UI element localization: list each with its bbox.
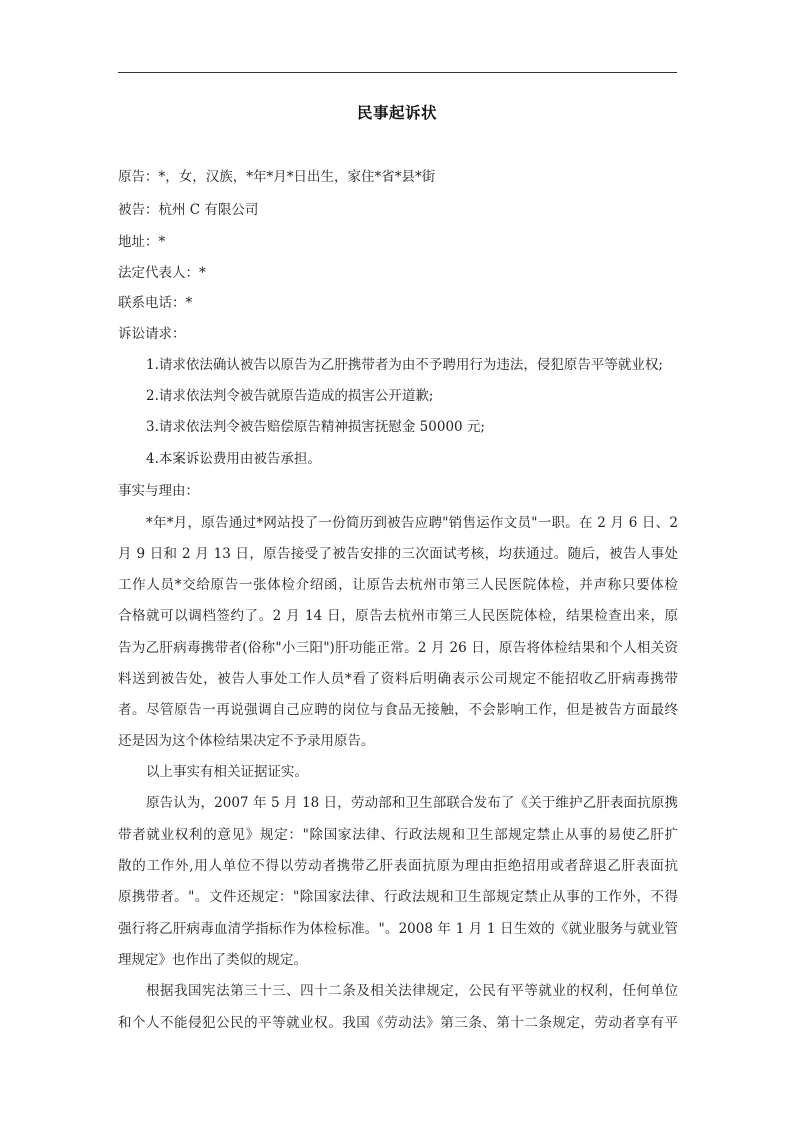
document-title: 民事起诉状: [356, 103, 437, 122]
facts-heading: 事实与理由：: [118, 483, 199, 499]
body-line: 原告认为，2007 年 5 月 18 日，劳动部和卫生部联合发布了《关于维护乙肝表面抗原携: [146, 795, 678, 811]
defendant-line: 被告：杭州 C 有限公司: [118, 202, 259, 218]
claim-item: 1.请求依法确认被告以原告为乙肝携带者为由不予聘用行为违法，侵犯原告平等就业权;: [146, 357, 663, 373]
claim-item: 4.本案诉讼费用由被告承担。: [146, 451, 321, 467]
body-line: 根据我国宪法第三十三、四十二条及相关法律规定，公民有平等就业的权利，任何单位: [146, 983, 678, 999]
body-line: 合格就可以调档签约了。2 月 14 日，原告去杭州市第三人民医院体检，结果检查出来，原: [118, 608, 678, 624]
plaintiff-line: 原告：*，女，汉族，*年*月*日出生，家住*省*县*街: [118, 169, 436, 185]
claim-item: 3.请求依法判令被告赔偿原告精神损害抚慰金 50000 元;: [146, 419, 485, 435]
claim-item: 2.请求依法判令被告就原告造成的损害公开道歉;: [146, 388, 434, 404]
body-line: 告为乙肝病毒携带者(俗称"小三阳")肝功能正常。2 月 26 日，原告将体检结果和个人相关资: [118, 640, 678, 656]
body-line: 以上事实有相关证据证实。: [146, 764, 308, 780]
body-line: *年*月，原告通过*网站投了一份简历到被告应聘"销售运作文员"一职。在 2 月 6 日、2: [146, 515, 678, 531]
legal-rep-line: 法定代表人：*: [118, 265, 206, 281]
body-line: 散的工作外,用人单位不得以劳动者携带乙肝表面抗原为理由拒绝招用或者辞退乙肝表面抗: [118, 858, 678, 874]
body-line: 和个人不能侵犯公民的平等就业权。我国《劳动法》第三条、第十二条规定，劳动者享有平: [118, 1015, 678, 1031]
body-line: 者。尽管原告一再说强调自己应聘的岗位与食品无接触，不会影响工作，但是被告方面最终: [118, 702, 678, 718]
body-line: 工作人员*交给原告一张体检介绍函，让原告去杭州市第三人民医院体检，并声称只要体检: [118, 577, 678, 593]
phone-line: 联系电话：*: [118, 295, 193, 311]
body-line: 理规定》也作出了类似的规定。: [118, 952, 307, 968]
address-line: 地址：*: [118, 234, 166, 250]
body-line: 月 9 日和 2 月 13 日，原告接受了被告安排的三次面试考核，均获通过。随后，被告人事处: [118, 546, 678, 562]
body-line: 原携带者。"。文件还规定："除国家法律、行政法规和卫生部规定禁止从事的工作外，不得: [118, 889, 678, 905]
header-rule: [118, 72, 677, 73]
body-line: 强行将乙肝病毒血清学指标作为体检标准。"。2008 年 1 月 1 日生效的《就业服务与就业管: [118, 921, 678, 937]
body-line: 还是因为这个体检结果决定不予录用原告。: [118, 733, 375, 749]
body-line: 料送到被告处，被告人事处工作人员*看了资料后明确表示公司规定不能招收乙肝病毒携带: [118, 671, 678, 687]
body-line: 带者就业权利的意见》规定："除国家法律、行政法规和卫生部规定禁止从事的易使乙肝扩: [118, 827, 678, 843]
claims-heading: 诉讼请求：: [118, 326, 186, 342]
